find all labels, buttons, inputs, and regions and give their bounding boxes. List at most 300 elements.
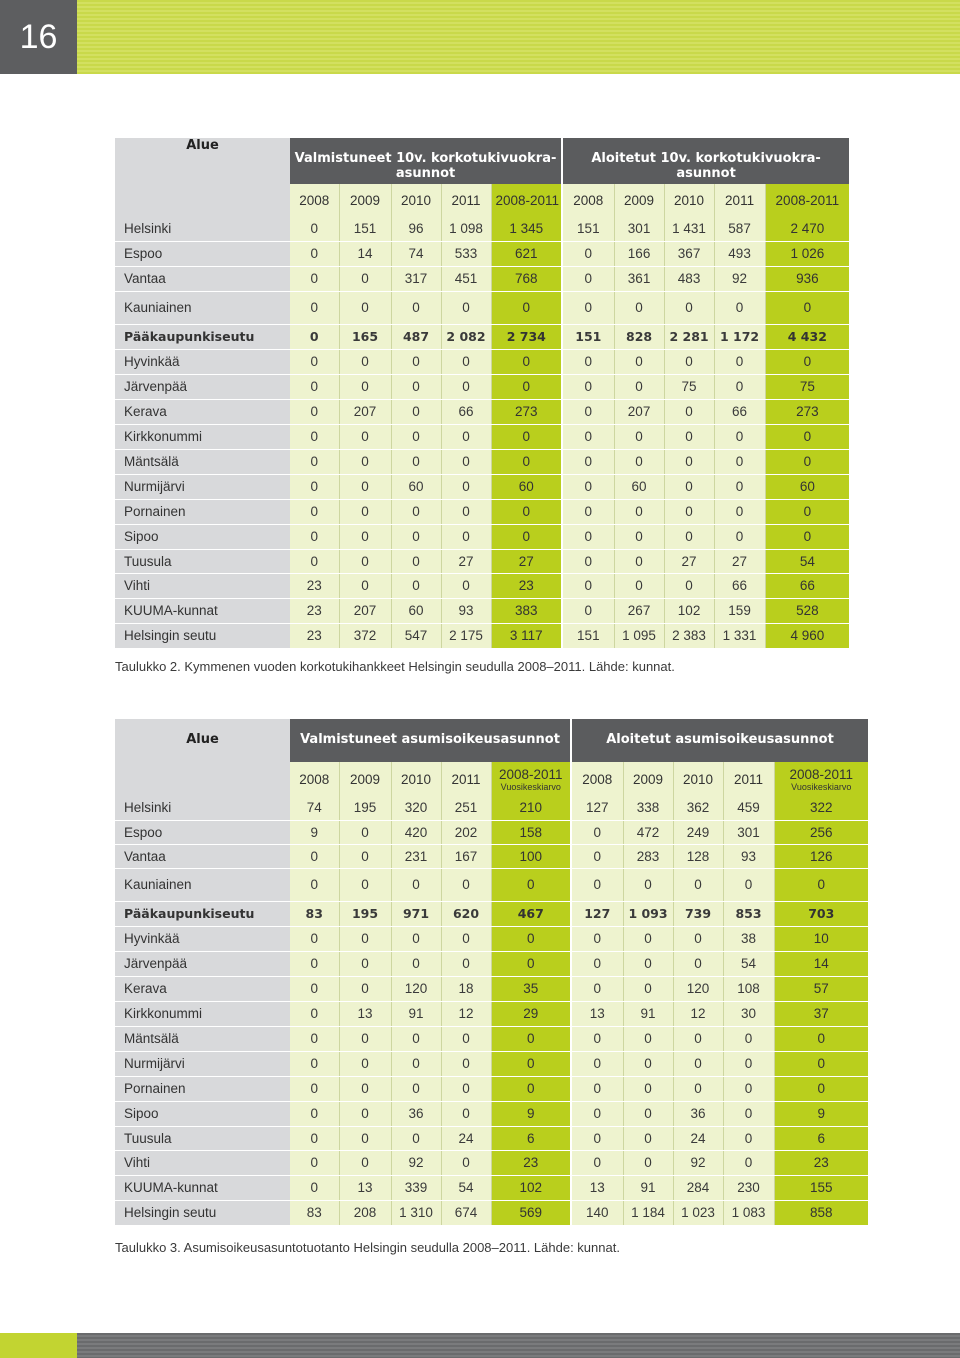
table2-area-header: Alue xyxy=(115,138,290,184)
value-cell: 74 xyxy=(391,241,441,266)
value-cell: 0 xyxy=(339,474,391,499)
value-cell: 0 xyxy=(290,1175,339,1200)
value-cell: 23 xyxy=(491,1150,571,1175)
value-cell: 27 xyxy=(664,549,714,573)
value-cell: 151 xyxy=(562,324,614,349)
value-cell: 0 xyxy=(571,1150,623,1175)
value-cell: 4 432 xyxy=(765,324,849,349)
value-cell: 0 xyxy=(290,1126,339,1150)
value-cell: 37 xyxy=(774,1001,868,1026)
year-header-cell: 2008 xyxy=(290,762,339,796)
value-cell: 420 xyxy=(391,820,441,844)
value-cell: 1 431 xyxy=(664,216,714,241)
value-cell: 267 xyxy=(614,598,664,623)
row-label: KUUMA-kunnat xyxy=(115,1175,290,1200)
value-cell: 0 xyxy=(339,976,391,1001)
value-cell: 362 xyxy=(673,796,723,820)
value-cell: 569 xyxy=(491,1200,571,1225)
value-cell: 0 xyxy=(391,374,441,399)
value-cell: 2 383 xyxy=(664,623,714,648)
value-cell: 0 xyxy=(562,449,614,474)
value-cell: 60 xyxy=(614,474,664,499)
value-cell: 0 xyxy=(290,266,339,291)
value-cell: 0 xyxy=(664,573,714,598)
row-label: Kauniainen xyxy=(115,291,290,324)
value-cell: 0 xyxy=(339,926,391,951)
value-cell: 230 xyxy=(723,1175,774,1200)
value-cell: 0 xyxy=(571,1076,623,1101)
value-cell: 528 xyxy=(765,598,849,623)
value-cell: 0 xyxy=(391,524,441,549)
value-cell: 23 xyxy=(491,573,562,598)
table-row xyxy=(115,598,849,623)
value-cell: 0 xyxy=(491,449,562,474)
value-cell: 4 960 xyxy=(765,623,849,648)
value-cell: 1 345 xyxy=(491,216,562,241)
table-row xyxy=(115,241,849,266)
value-cell: 151 xyxy=(562,216,614,241)
value-cell: 0 xyxy=(339,951,391,976)
bottom-accent-block xyxy=(0,1333,77,1358)
table-row xyxy=(115,623,849,648)
table-row xyxy=(115,1150,868,1175)
row-label: Kerava xyxy=(115,399,290,424)
table2-group2-header: Aloitetut 10v. korkotukivuokra-asunnot xyxy=(562,138,849,184)
value-cell: 1 083 xyxy=(723,1200,774,1225)
value-cell: 0 xyxy=(623,1150,673,1175)
value-cell: 54 xyxy=(723,951,774,976)
table-row xyxy=(115,976,868,1001)
value-cell: 0 xyxy=(391,349,441,374)
value-cell: 0 xyxy=(441,499,491,524)
value-cell: 102 xyxy=(491,1175,571,1200)
value-cell: 0 xyxy=(290,291,339,324)
value-cell: 0 xyxy=(391,449,441,474)
row-label: Pääkaupunkiseutu xyxy=(115,901,290,926)
year-header-cell: 2008-2011 Vuosikeskiarvo xyxy=(774,762,868,796)
value-cell: 0 xyxy=(562,524,614,549)
value-cell: 0 xyxy=(664,291,714,324)
value-cell: 0 xyxy=(723,1076,774,1101)
value-cell: 120 xyxy=(391,976,441,1001)
value-cell: 0 xyxy=(723,1150,774,1175)
value-cell: 0 xyxy=(714,291,765,324)
value-cell: 0 xyxy=(339,1051,391,1076)
value-cell: 620 xyxy=(441,901,491,926)
value-cell: 0 xyxy=(723,1051,774,1076)
value-cell: 493 xyxy=(714,241,765,266)
value-cell: 155 xyxy=(774,1175,868,1200)
value-cell: 0 xyxy=(623,1026,673,1051)
value-cell: 0 xyxy=(391,1026,441,1051)
value-cell: 301 xyxy=(614,216,664,241)
value-cell: 3 117 xyxy=(491,623,562,648)
value-cell: 0 xyxy=(714,374,765,399)
value-cell: 74 xyxy=(290,796,339,820)
value-cell: 0 xyxy=(491,424,562,449)
value-cell: 1 026 xyxy=(765,241,849,266)
value-cell: 92 xyxy=(391,1150,441,1175)
value-cell: 12 xyxy=(441,1001,491,1026)
value-cell: 0 xyxy=(614,291,664,324)
year-header-cell: 2010 xyxy=(664,184,714,216)
value-cell: 0 xyxy=(441,291,491,324)
value-cell: 13 xyxy=(339,1175,391,1200)
value-cell: 0 xyxy=(441,424,491,449)
page-number: 16 xyxy=(0,0,77,74)
value-cell: 0 xyxy=(664,449,714,474)
value-cell: 0 xyxy=(290,349,339,374)
value-cell: 0 xyxy=(290,449,339,474)
value-cell: 936 xyxy=(765,266,849,291)
row-label: Tuusula xyxy=(115,1126,290,1150)
value-cell: 0 xyxy=(571,868,623,901)
value-cell: 0 xyxy=(441,926,491,951)
year-header-cell: 2011 xyxy=(723,762,774,796)
value-cell: 0 xyxy=(571,820,623,844)
row-label: Vantaa xyxy=(115,266,290,291)
year-header-cell: 2009 xyxy=(339,184,391,216)
table3-area-header: Alue xyxy=(115,719,290,762)
value-cell: 0 xyxy=(290,524,339,549)
value-cell: 10 xyxy=(774,926,868,951)
value-cell: 273 xyxy=(765,399,849,424)
value-cell: 273 xyxy=(491,399,562,424)
value-cell: 13 xyxy=(571,1175,623,1200)
table2-caption: Taulukko 2. Kymmenen vuoden korkotukihankkeet Helsingin seudulla 2008–2011. Lähde: kunnat. xyxy=(115,659,675,674)
value-cell: 0 xyxy=(562,573,614,598)
value-cell: 256 xyxy=(774,820,868,844)
value-cell: 0 xyxy=(673,1026,723,1051)
value-cell: 207 xyxy=(339,399,391,424)
value-cell: 27 xyxy=(714,549,765,573)
table-2 xyxy=(115,138,849,649)
value-cell: 0 xyxy=(290,474,339,499)
table-row xyxy=(115,1051,868,1076)
value-cell: 0 xyxy=(571,951,623,976)
value-cell: 0 xyxy=(614,549,664,573)
row-label: Järvenpää xyxy=(115,374,290,399)
table-row xyxy=(115,1001,868,1026)
value-cell: 0 xyxy=(290,1026,339,1051)
value-cell: 14 xyxy=(774,951,868,976)
value-cell: 0 xyxy=(290,324,339,349)
value-cell: 703 xyxy=(774,901,868,926)
value-cell: 2 281 xyxy=(664,324,714,349)
value-cell: 0 xyxy=(765,349,849,374)
value-cell: 0 xyxy=(491,926,571,951)
value-cell: 0 xyxy=(571,1126,623,1150)
value-cell: 91 xyxy=(623,1175,673,1200)
table-row xyxy=(115,844,868,868)
value-cell: 57 xyxy=(774,976,868,1001)
value-cell: 92 xyxy=(673,1150,723,1175)
value-cell: 0 xyxy=(290,241,339,266)
row-label: Järvenpää xyxy=(115,951,290,976)
value-cell: 472 xyxy=(623,820,673,844)
value-cell: 54 xyxy=(765,549,849,573)
value-cell: 36 xyxy=(391,1101,441,1126)
value-cell: 283 xyxy=(623,844,673,868)
value-cell: 674 xyxy=(441,1200,491,1225)
row-label: Espoo xyxy=(115,241,290,266)
value-cell: 0 xyxy=(664,424,714,449)
value-cell: 0 xyxy=(290,424,339,449)
value-cell: 0 xyxy=(441,573,491,598)
value-cell: 60 xyxy=(491,474,562,499)
value-cell: 0 xyxy=(623,1101,673,1126)
row-label: Kauniainen xyxy=(115,868,290,901)
table-row xyxy=(115,951,868,976)
value-cell: 0 xyxy=(391,1126,441,1150)
value-cell: 0 xyxy=(391,573,441,598)
value-cell: 27 xyxy=(491,549,562,573)
value-cell: 1 310 xyxy=(391,1200,441,1225)
value-cell: 322 xyxy=(774,796,868,820)
value-cell: 126 xyxy=(774,844,868,868)
value-cell: 0 xyxy=(339,844,391,868)
year-header-cell: 2009 xyxy=(339,762,391,796)
value-cell: 0 xyxy=(339,374,391,399)
value-cell: 2 082 xyxy=(441,324,491,349)
value-cell: 23 xyxy=(290,623,339,648)
value-cell: 0 xyxy=(714,524,765,549)
value-cell: 0 xyxy=(664,349,714,374)
value-cell: 102 xyxy=(664,598,714,623)
value-cell: 0 xyxy=(571,1101,623,1126)
value-cell: 0 xyxy=(290,926,339,951)
value-cell: 338 xyxy=(623,796,673,820)
value-cell: 92 xyxy=(714,266,765,291)
value-cell: 108 xyxy=(723,976,774,1001)
table2-group1-header: Valmistuneet 10v. korkotukivuokra-asunnot xyxy=(290,138,562,184)
value-cell: 0 xyxy=(614,424,664,449)
table-row xyxy=(115,291,849,324)
row-label: Kirkkonummi xyxy=(115,1001,290,1026)
value-cell: 0 xyxy=(491,868,571,901)
year-header-cell: 2011 xyxy=(441,184,491,216)
value-cell: 0 xyxy=(441,868,491,901)
value-cell: 83 xyxy=(290,1200,339,1225)
value-cell: 383 xyxy=(491,598,562,623)
value-cell: 127 xyxy=(571,901,623,926)
value-cell: 100 xyxy=(491,844,571,868)
value-cell: 621 xyxy=(491,241,562,266)
table-row xyxy=(115,399,849,424)
value-cell: 0 xyxy=(571,1051,623,1076)
value-cell: 339 xyxy=(391,1175,441,1200)
row-label: Nurmijärvi xyxy=(115,474,290,499)
row-label: Mäntsälä xyxy=(115,1026,290,1051)
year-header-cell: 2008-2011 xyxy=(765,184,849,216)
value-cell: 0 xyxy=(614,374,664,399)
table-row xyxy=(115,474,849,499)
value-cell: 0 xyxy=(391,499,441,524)
value-cell: 0 xyxy=(339,549,391,573)
table-3 xyxy=(115,719,868,1226)
value-cell: 0 xyxy=(441,951,491,976)
table-row xyxy=(115,868,868,901)
value-cell: 60 xyxy=(391,474,441,499)
value-cell: 0 xyxy=(441,1026,491,1051)
value-cell: 96 xyxy=(391,216,441,241)
value-cell: 66 xyxy=(441,399,491,424)
year-header-cell: 2008-2011 xyxy=(491,184,562,216)
value-cell: 151 xyxy=(339,216,391,241)
value-cell: 0 xyxy=(491,1076,571,1101)
value-cell: 60 xyxy=(391,598,441,623)
value-cell: 207 xyxy=(339,598,391,623)
value-cell: 367 xyxy=(664,241,714,266)
value-cell: 6 xyxy=(491,1126,571,1150)
value-cell: 9 xyxy=(491,1101,571,1126)
value-cell: 317 xyxy=(391,266,441,291)
year-header-cell: 2010 xyxy=(673,762,723,796)
value-cell: 0 xyxy=(623,926,673,951)
row-label: Mäntsälä xyxy=(115,449,290,474)
value-cell: 127 xyxy=(571,796,623,820)
value-cell: 459 xyxy=(723,796,774,820)
value-cell: 0 xyxy=(664,474,714,499)
year-header-cell: 2008 xyxy=(290,184,339,216)
row-label: Vantaa xyxy=(115,844,290,868)
value-cell: 0 xyxy=(673,951,723,976)
value-cell: 0 xyxy=(339,349,391,374)
value-cell: 533 xyxy=(441,241,491,266)
year-header-cell: 2009 xyxy=(623,762,673,796)
row-label: Sipoo xyxy=(115,1101,290,1126)
value-cell: 66 xyxy=(714,399,765,424)
value-cell: 166 xyxy=(614,241,664,266)
row-label: Kerava xyxy=(115,976,290,1001)
value-cell: 140 xyxy=(571,1200,623,1225)
value-cell: 0 xyxy=(290,499,339,524)
value-cell: 0 xyxy=(774,1026,868,1051)
value-cell: 18 xyxy=(441,976,491,1001)
value-cell: 0 xyxy=(441,374,491,399)
value-cell: 0 xyxy=(623,976,673,1001)
value-cell: 93 xyxy=(441,598,491,623)
value-cell: 1 093 xyxy=(623,901,673,926)
table-row xyxy=(115,266,849,291)
value-cell: 0 xyxy=(765,449,849,474)
row-label: KUUMA-kunnat xyxy=(115,598,290,623)
row-label: Helsinki xyxy=(115,796,290,820)
value-cell: 2 734 xyxy=(491,324,562,349)
value-cell: 0 xyxy=(664,499,714,524)
value-cell: 91 xyxy=(623,1001,673,1026)
value-cell: 0 xyxy=(562,399,614,424)
value-cell: 0 xyxy=(339,424,391,449)
value-cell: 0 xyxy=(714,474,765,499)
table-row xyxy=(115,524,849,549)
value-cell: 0 xyxy=(491,349,562,374)
value-cell: 284 xyxy=(673,1175,723,1200)
value-cell: 0 xyxy=(491,1051,571,1076)
value-cell: 30 xyxy=(723,1001,774,1026)
row-label: Sipoo xyxy=(115,524,290,549)
value-cell: 0 xyxy=(339,1126,391,1150)
value-cell: 0 xyxy=(571,844,623,868)
value-cell: 0 xyxy=(441,474,491,499)
value-cell: 23 xyxy=(290,598,339,623)
value-cell: 35 xyxy=(491,976,571,1001)
value-cell: 91 xyxy=(391,1001,441,1026)
value-cell: 0 xyxy=(290,951,339,976)
value-cell: 158 xyxy=(491,820,571,844)
table3-caption: Taulukko 3. Asumisoikeusasuntotuotanto Helsingin seudulla 2008–2011. Lähde: kunnat. xyxy=(115,1240,620,1255)
value-cell: 0 xyxy=(723,868,774,901)
value-cell: 14 xyxy=(339,241,391,266)
value-cell: 0 xyxy=(562,241,614,266)
value-cell: 6 xyxy=(774,1126,868,1150)
year-header-cell: 2009 xyxy=(614,184,664,216)
value-cell: 0 xyxy=(391,926,441,951)
value-cell: 159 xyxy=(714,598,765,623)
value-cell: 0 xyxy=(491,1026,571,1051)
value-cell: 301 xyxy=(723,820,774,844)
value-cell: 587 xyxy=(714,216,765,241)
value-cell: 0 xyxy=(562,424,614,449)
table-row xyxy=(115,1076,868,1101)
value-cell: 320 xyxy=(391,796,441,820)
value-cell: 1 184 xyxy=(623,1200,673,1225)
value-cell: 165 xyxy=(339,324,391,349)
year-header-blank xyxy=(115,762,290,796)
value-cell: 0 xyxy=(562,291,614,324)
table-row xyxy=(115,349,849,374)
row-label: Vihti xyxy=(115,573,290,598)
value-cell: 0 xyxy=(339,868,391,901)
value-cell: 251 xyxy=(441,796,491,820)
value-cell: 12 xyxy=(673,1001,723,1026)
value-cell: 768 xyxy=(491,266,562,291)
year-header-cell: 2010 xyxy=(391,184,441,216)
value-cell: 0 xyxy=(562,374,614,399)
value-cell: 0 xyxy=(714,449,765,474)
value-cell: 828 xyxy=(614,324,664,349)
table-row xyxy=(115,424,849,449)
value-cell: 0 xyxy=(339,1101,391,1126)
value-cell: 195 xyxy=(339,796,391,820)
value-cell: 0 xyxy=(391,1076,441,1101)
value-cell: 0 xyxy=(714,424,765,449)
row-label: Helsinki xyxy=(115,216,290,241)
value-cell: 0 xyxy=(714,349,765,374)
table-row xyxy=(115,820,868,844)
value-cell: 249 xyxy=(673,820,723,844)
value-cell: 0 xyxy=(774,868,868,901)
value-cell: 487 xyxy=(391,324,441,349)
value-cell: 0 xyxy=(571,976,623,1001)
value-cell: 0 xyxy=(491,291,562,324)
value-cell: 0 xyxy=(562,549,614,573)
value-cell: 451 xyxy=(441,266,491,291)
value-cell: 0 xyxy=(290,1001,339,1026)
value-cell: 0 xyxy=(441,1051,491,1076)
table-row xyxy=(115,216,849,241)
value-cell: 1 331 xyxy=(714,623,765,648)
value-cell: 0 xyxy=(614,573,664,598)
value-cell: 208 xyxy=(339,1200,391,1225)
value-cell: 9 xyxy=(290,820,339,844)
value-cell: 13 xyxy=(339,1001,391,1026)
value-cell: 93 xyxy=(723,844,774,868)
value-cell: 0 xyxy=(391,1051,441,1076)
table-row xyxy=(115,901,868,926)
table-row xyxy=(115,1101,868,1126)
value-cell: 0 xyxy=(571,1026,623,1051)
